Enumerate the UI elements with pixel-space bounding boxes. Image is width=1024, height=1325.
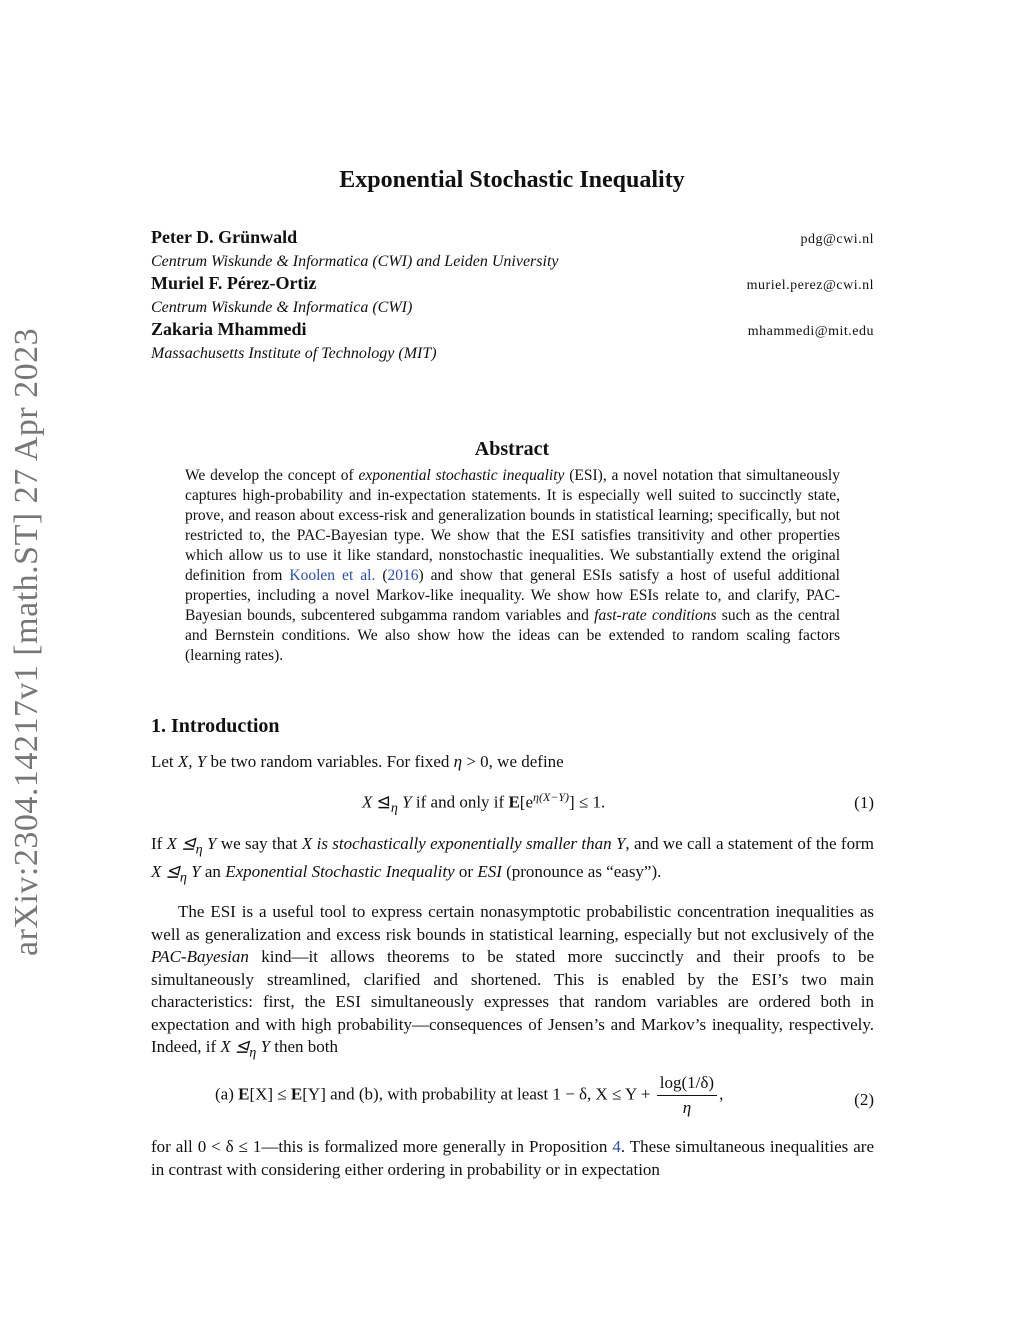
citation-link[interactable]: Koolen et al. [289,567,376,584]
equation-1: X $⊴_\eta$ Y if and only if $E[e^{\eta(X-Y)}] \le 1$. [362,790,606,817]
author-name: Zakaria Mhammedi [151,319,307,339]
author-row [151,273,874,296]
author-row [151,227,874,250]
author-email[interactable]: muriel.perez@cwi.nl [746,278,874,293]
author-email[interactable]: pdg@cwi.nl [800,232,874,247]
author-email[interactable]: mhammedi@mit.edu [747,324,874,339]
fraction: $\frac{\log(1/\delta)}{\eta}$ [657,1073,717,1118]
author-row [151,319,874,342]
paragraph-esi-definition: If X $⊴_\eta$ Y we say that X is stochastically exponentially smaller than Y, and we call a statement of the form X $⊴_\eta$ Y an Exponential Stochastic Inequality or ESI (pronounce as “easy”). [151,834,874,886]
author-affiliation: Massachusetts Institute of Technology (MIT) [151,345,437,362]
author-name: Peter D. Grünwald [151,227,298,247]
abstract-text: We develop the concept of exponential stochastic inequality (ESI), a novel notation that simultaneously captures high-probability and in-expectation statements. It is especially well suited to succinctly state, prove, and reason about excess-risk and generalization bounds in statistical learning; specifically, but not restricted to, the PAC-Bayesian type. We show that the ESI satisfies transitivity and other properties which allow us to use it like standard, nonstochastic inequalities. We substantially extend the original definition from Koolen et al. (2016) and show that general ESIs satisfy a host of useful additional properties, including a novel Markov-like inequality. We show how ESIs relate to, and clarify, PAC-Bayesian bounds, subcentered subgamma random variables and fast-rate conditions such as the central and Bernstein conditions. We also show how the ideas can be extended to random scaling factors (learning rates). [185,467,840,664]
equation-2-number: (2) [854,1090,874,1109]
paragraph-esi-usefulness: The ESI is a useful tool to express certain nonasymptotic probabilistic concentration inequalities as well as generalization and excess risk bounds in statistical learning, especially but not exclusively of the PAC-Bayesian kind—it allows theorems to be stated more succinctly and their proofs to be simultaneously streamlined, clarified and shortened. This is enabled by the ESI’s two main characteristics: first, the ESI simultaneously expresses that random variables are ordered both in expectation and with high probability—consequences of Jensen’s and Markov’s inequality, respectively. Indeed, if X $⊴_\eta$ Y then both [151,902,874,1061]
intro-sentence: Let X, Y be two random variables. For fixed η > 0, we define [151,752,564,771]
paper-title: Exponential Stochastic Inequality [339,167,685,193]
author-name: Muriel F. Pérez-Ortiz [151,273,317,293]
equation-1-number: (1) [854,793,874,812]
author-affiliation: Centrum Wiskunde & Informatica (CWI) [151,299,413,316]
proposition-link[interactable]: 4 [612,1137,621,1156]
section-heading: 1. Introduction [151,715,280,737]
arxiv-side-stamp: arXiv:2304.14217v1 [math.ST] 27 Apr 2023 [8,327,45,956]
author-block [151,227,874,365]
citation-year-link[interactable]: 2016 [387,567,419,584]
equation-2: (a) E[X] ≤ E[Y] and (b), with probability at least 1 − δ, X ≤ Y + $\frac{\log(1/\delta)}{\eta}$ , [215,1073,724,1117]
paragraph-simultaneous-inequalities: for all 0 < δ ≤ 1—this is formalized more generally in Proposition 4. These simultaneous inequalities are in contrast with considering either ordering in probability or in expectation [151,1137,874,1179]
abstract-heading: Abstract [474,438,550,460]
author-affiliation: Centrum Wiskunde & Informatica (CWI) and Leiden University [151,253,559,270]
